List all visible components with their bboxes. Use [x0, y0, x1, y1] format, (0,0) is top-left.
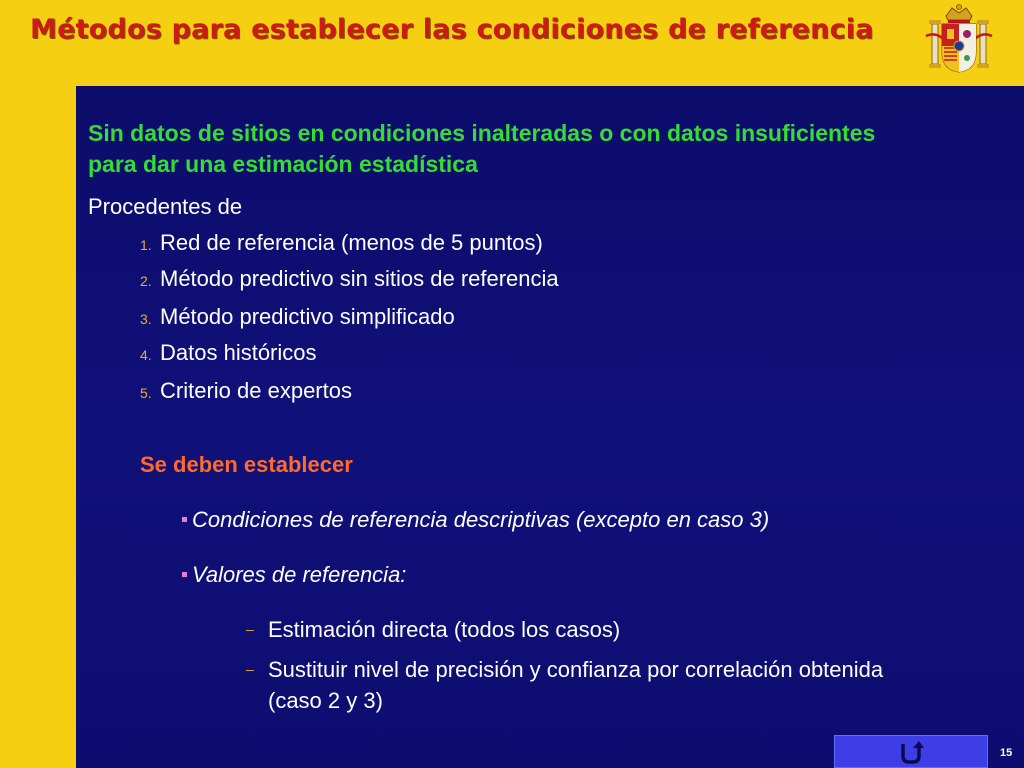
spanish-coat-of-arms-icon [922, 2, 996, 76]
numbered-item [140, 340, 317, 366]
numbered-item [140, 304, 455, 330]
procedentes-label: Procedentes de [88, 194, 243, 219]
slide-title: Métodos para establecer las condiciones de referencia [30, 14, 874, 45]
bullet-item [182, 507, 769, 533]
item-number: 4. [140, 347, 152, 363]
section-heading: Sin datos de sitios en condiciones inalteradas o con datos insuficientes para dar una estimación estadística [88, 120, 876, 177]
numbered-item [140, 266, 559, 292]
item-number: 5. [140, 385, 152, 401]
item-text: Datos históricos [160, 340, 317, 365]
dash-marker: – [246, 661, 254, 677]
return-arrow-icon[interactable] [897, 738, 925, 766]
item-text: Método predictivo sin sitios de referencia [160, 266, 559, 291]
item-text: Red de referencia (menos de 5 puntos) [160, 230, 543, 255]
dash-item [246, 614, 946, 645]
dash-marker: – [246, 621, 254, 637]
item-text: Criterio de expertos [160, 378, 352, 403]
bullet-marker [182, 517, 187, 522]
item-number: 3. [140, 311, 152, 327]
item-text: Método predictivo simplificado [160, 304, 455, 329]
bullet-item [182, 562, 406, 588]
numbered-item [140, 378, 352, 404]
dash-text: Estimación directa (todos los casos) [268, 617, 621, 642]
item-number: 2. [140, 273, 152, 289]
dash-item [246, 654, 926, 716]
dash-text: Sustituir nivel de precisión y confianza por correlación obtenida (caso 2 y 3) [268, 657, 884, 713]
page-number: 15 [1000, 747, 1013, 759]
bullet-marker [182, 572, 187, 577]
subheading: Se deben establecer [140, 452, 353, 477]
bullet-text: Valores de referencia: [192, 562, 407, 587]
item-number: 1. [140, 237, 152, 253]
numbered-item [140, 230, 543, 256]
bullet-text: Condiciones de referencia descriptivas (excepto en caso 3) [192, 507, 770, 532]
